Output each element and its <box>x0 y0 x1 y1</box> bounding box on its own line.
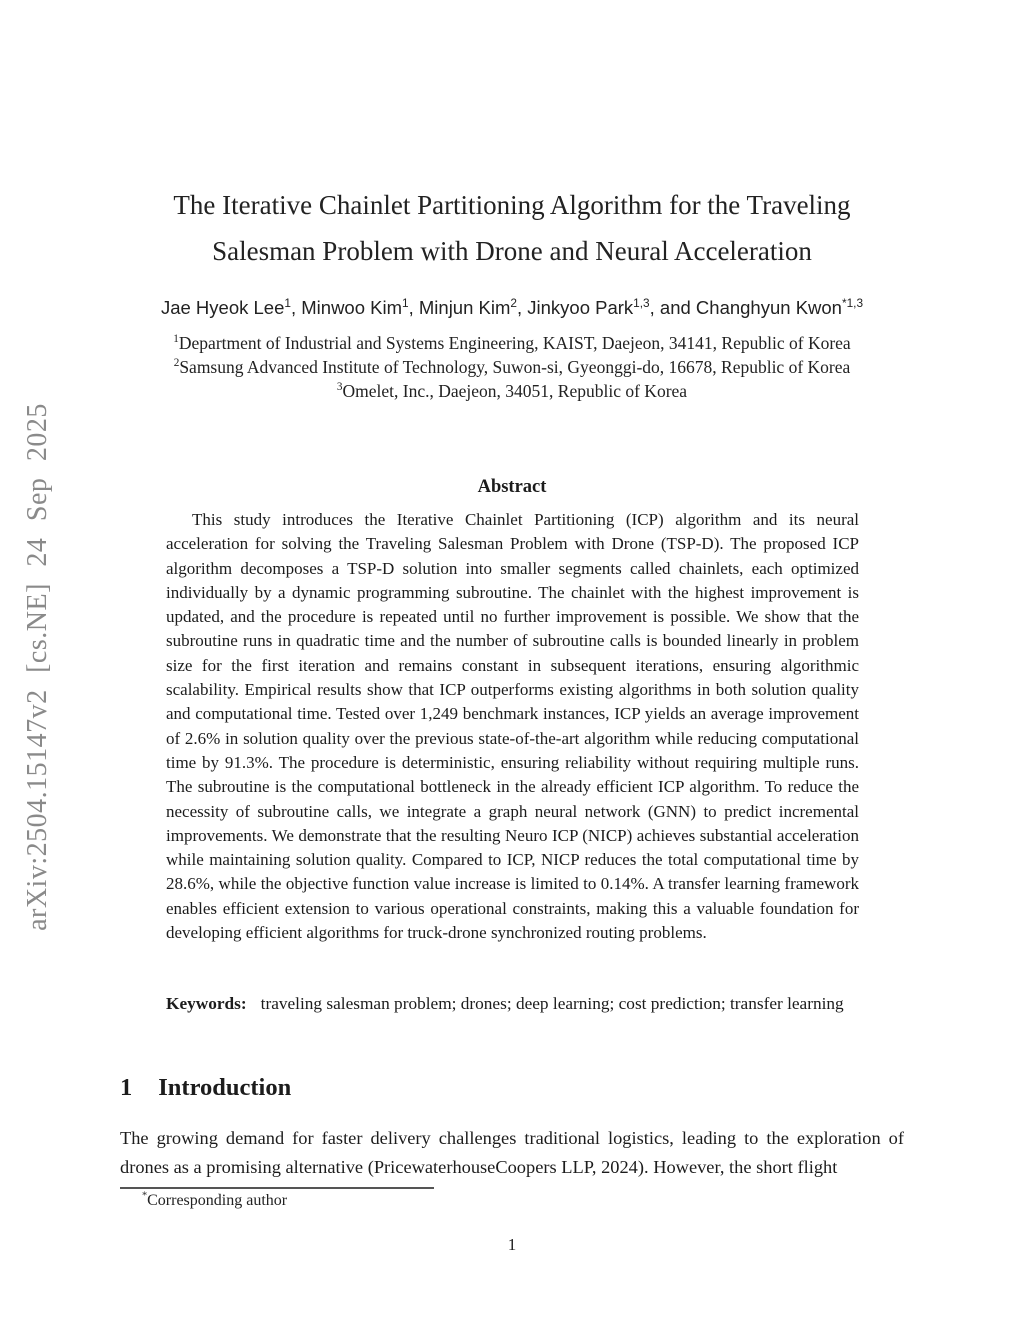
keywords-label: Keywords: <box>166 994 247 1013</box>
abstract-heading: Abstract <box>477 477 547 497</box>
author-separator: , <box>516 297 528 318</box>
footnote-marker: * <box>142 1190 148 1202</box>
affiliation-text: Samsung Advanced Institute of Technology, Suwon-si, Gyeonggi-do, 16678, Republic of Korea <box>179 357 851 377</box>
author-name: Jinkyoo Park <box>527 297 634 318</box>
abstract-text: This study introduces the Iterative Chainlet Partitioning (ICP) algorithm and its neural acceleration for solving the Traveling Salesman Problem with Drone (TSP-D). The proposed ICP algorithm decomposes a TSP-D solution into smaller segments called chainlets, each optimized individually by a dynamic programming subroutine. The chainlet with the highest improvement is updated, and the procedure is repeated until no further improvement is possible. We show that the subroutine runs in quadratic time and the number of subroutine calls is bounded linearly in problem size for the first iteration and remains constant in subsequent iterations, ensuring algorithmic scalability. Empirical results show that ICP outperforms existing algorithms in both solution quality and computational time. Tested over 1,249 benchmark instances, ICP yields an average improvement of 2.6% in solution quality over the previous state-of-the-art algorithm while reducing computational time by 91.3%. The procedure is deterministic, ensuring reliability without requiring multiple runs. The subroutine is the computational bottleneck in the already efficient ICP algorithm. To reduce the necessity of subroutine calls, we integrate a graph neural network (GNN) to predict incremental improvements. We demonstrate that the resulting Neuro ICP (NICP) achieves substantial acceleration while maintaining solution quality. Compared to ICP, NICP reduces the total computational time by 28.6%, while the objective function value increase is limited to 0.14%. A transfer learning framework enables efficient extension to various operational constraints, making this a valuable foundation for developing efficient algorithms for truck-drone synchronized routing problems. <box>166 510 859 943</box>
footnote <box>142 1192 842 1210</box>
author-superscript: *1,3 <box>841 295 864 310</box>
author-name: Jae Hyeok Lee <box>160 297 285 318</box>
affiliation-text: Omelet, Inc., Daejeon, 34051, Republic of Korea <box>342 381 688 401</box>
author-superscript: 1 <box>402 295 409 310</box>
author-name: Minwoo Kim <box>301 297 403 318</box>
section-title: Introduction <box>158 1074 292 1101</box>
footnote-text: Corresponding author <box>147 1192 288 1209</box>
affiliation-line <box>120 379 904 403</box>
affiliation-superscript: 2 <box>173 357 180 370</box>
arxiv-watermark: arXiv:2504.15147v2 [cs.NE] 24 Sep 2025 <box>22 403 53 931</box>
author-name: Minjun Kim <box>418 297 511 318</box>
author-superscript: 2 <box>510 295 517 310</box>
author-superscript: 1 <box>284 295 291 310</box>
affiliations <box>120 331 904 403</box>
affiliation-superscript: 1 <box>173 333 179 346</box>
section-number: 1 <box>120 1074 133 1101</box>
paper-title-line2: Salesman Problem with Drone and Neural Acceleration <box>212 236 812 266</box>
paper-title <box>120 182 904 274</box>
affiliation-line <box>120 355 904 379</box>
author-separator: , and <box>649 297 696 318</box>
paper-title-line1: The Iterative Chainlet Partitioning Algorithm for the Traveling <box>173 190 851 220</box>
authors-line <box>120 297 904 319</box>
page-number: 1 <box>507 1235 517 1254</box>
intro-paragraph: The growing demand for faster delivery challenges traditional logistics, leading to the exploration of drones as a promising alternative (PricewaterhouseCoopers LLP, 2024). However, the short flight <box>120 1128 904 1177</box>
author-separator: , <box>408 297 419 318</box>
keywords-text: traveling salesman problem; drones; deep learning; cost prediction; transfer learning <box>260 994 844 1013</box>
author-superscript: 1,3 <box>633 295 650 310</box>
author-separator: , <box>290 297 302 318</box>
author-name: Changhyun Kwon <box>695 297 842 318</box>
affiliation-text: Department of Industrial and Systems Engineering, KAIST, Daejeon, 34141, Republic of Korea <box>178 333 851 353</box>
section-heading-introduction <box>120 1074 904 1102</box>
affiliation-line <box>120 331 904 355</box>
keywords-block <box>166 992 859 1016</box>
affiliation-superscript: 3 <box>336 381 343 394</box>
footnote-rule <box>120 1187 434 1189</box>
